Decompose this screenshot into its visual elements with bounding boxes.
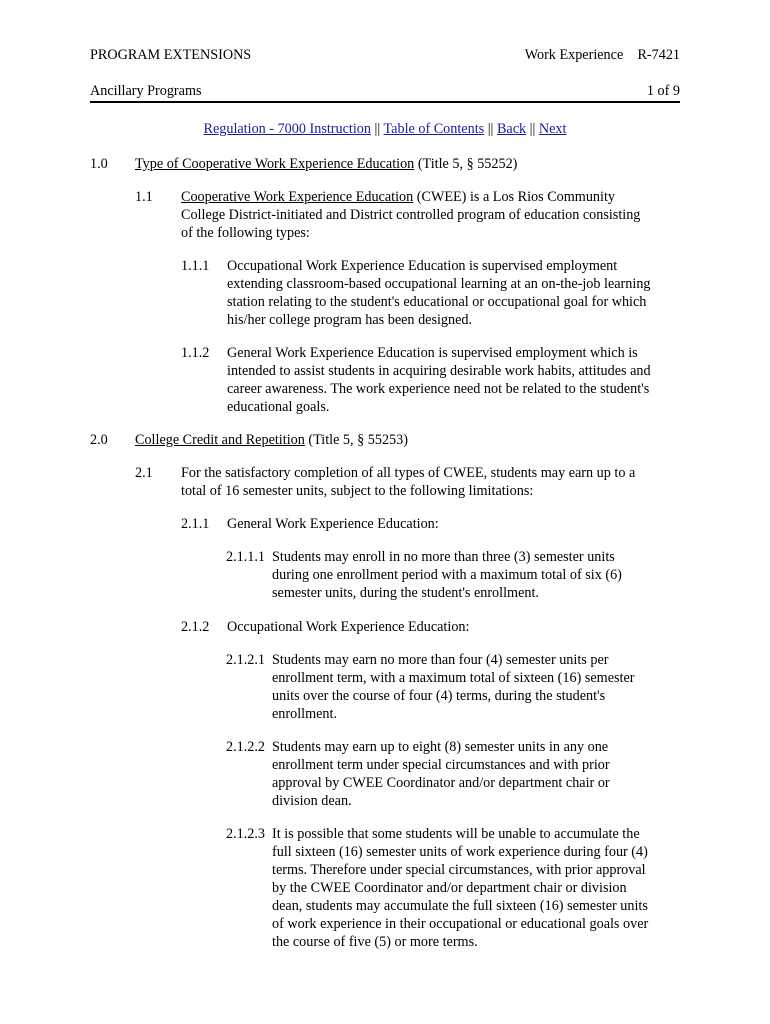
paragraph-line: the course of five (5) or more terms. [272, 934, 478, 950]
paragraph-line: terms. Therefore under special circumstances, with prior approval [272, 862, 646, 878]
back-link[interactable]: Back [496, 121, 527, 137]
paragraph-line: career awareness. The work experience need not be related to the student's [227, 381, 650, 397]
section-number: 2.1.2.3 [226, 826, 266, 842]
paragraph-line: division dean. [272, 793, 352, 809]
paragraph-line: educational goals. [227, 399, 330, 415]
regulation-link[interactable]: Regulation - 7000 Instruction [203, 121, 371, 137]
section-number: 1.0 [90, 156, 108, 172]
paragraph-line: (CWEE) is a Los Rios Community [413, 189, 615, 205]
section-title-link[interactable]: College Credit and Repetition [135, 432, 305, 448]
paragraph-line: his/her college program has been designed. [227, 312, 473, 328]
paragraph-line: For the satisfactory completion of all types of CWEE, students may earn up to a [181, 465, 636, 481]
paragraph-line: Occupational Work Experience Education: [227, 619, 470, 635]
nav-separator: || [487, 121, 494, 137]
paragraph-line: General Work Experience Education: [227, 516, 439, 532]
section-number: 2.1.1.1 [226, 549, 266, 565]
paragraph-line: station relating to the student's educational or occupational goal for which [227, 294, 647, 310]
work-experience-label: Work Experience [524, 47, 624, 63]
section-number: 2.0 [90, 432, 108, 448]
next-link[interactable]: Next [538, 121, 567, 137]
paragraph-line: of work experience in their occupational or educational goals over [272, 916, 649, 932]
paragraph-line: Occupational Work Experience Education is supervised employment [227, 258, 618, 274]
paragraph-line: of the following types: [181, 225, 310, 241]
page-indicator: 1 of 9 [646, 83, 680, 99]
paragraph-line: full sixteen (16) semester units of work experience during four (4) [272, 844, 648, 860]
nav-separator: || [374, 121, 381, 137]
section-citation: (Title 5, § 55252) [414, 156, 518, 172]
paragraph-line: by the CWEE Coordinator and/or department chair or division [272, 880, 627, 896]
header-rule [90, 101, 680, 103]
paragraph-line: intended to assist students in acquiring desirable work habits, attitudes and [227, 363, 651, 379]
nav-links [0, 121, 770, 138]
section-number: 2.1.1 [181, 516, 210, 532]
paragraph-line: semester units, during the student's enrollment. [272, 585, 539, 601]
paragraph-line: during one enrollment period with a maximum total of six (6) [272, 567, 622, 583]
paragraph-line: General Work Experience Education is supervised employment which is [227, 345, 638, 361]
section-number: 2.1.2.1 [226, 652, 266, 668]
section-number: 1.1.1 [181, 258, 210, 274]
paragraph-line: approval by CWEE Coordinator and/or department chair or [272, 775, 610, 791]
section-citation: (Title 5, § 55253) [304, 432, 408, 448]
section-title-link[interactable]: Type of Cooperative Work Experience Education [135, 156, 415, 172]
paragraph-line: extending classroom-based occupational learning at an on-the-job learning [227, 276, 651, 292]
doc-code-group [525, 47, 680, 64]
paragraph-line: enrollment term, with a maximum total of sixteen (16) semester [272, 670, 635, 686]
section-number: 2.1.2.2 [226, 739, 266, 755]
section-number: 2.1 [135, 465, 153, 481]
subtitle: Ancillary Programs [90, 83, 202, 99]
paragraph-line: total of 16 semester units, subject to the following limitations: [181, 483, 534, 499]
cwee-link[interactable]: Cooperative Work Experience Education [181, 189, 414, 205]
section-number: 1.1 [135, 189, 153, 205]
paragraph-line: Students may enroll in no more than three (3) semester units [272, 549, 615, 565]
regulation-code: R-7421 [637, 47, 680, 63]
paragraph-line: units over the course of four (4) terms, during the student's [272, 688, 606, 704]
paragraph-line: Students may earn no more than four (4) semester units per [272, 652, 609, 668]
nav-separator: || [529, 121, 536, 137]
program-title: PROGRAM EXTENSIONS [90, 47, 252, 63]
table-of-contents-link[interactable]: Table of Contents [383, 121, 485, 137]
section-number: 2.1.2 [181, 619, 210, 635]
paragraph-line: dean, students may accumulate the full sixteen (16) semester units [272, 898, 648, 914]
paragraph-line: enrollment. [272, 706, 338, 722]
paragraph-line: enrollment term under special circumstances and with prior [272, 757, 610, 773]
paragraph-line: Students may earn up to eight (8) semester units in any one [272, 739, 609, 755]
paragraph-line: College District-initiated and District controlled program of education consisting [181, 207, 641, 223]
paragraph-line: It is possible that some students will be unable to accumulate the [272, 826, 640, 842]
section-number: 1.1.2 [181, 345, 210, 361]
